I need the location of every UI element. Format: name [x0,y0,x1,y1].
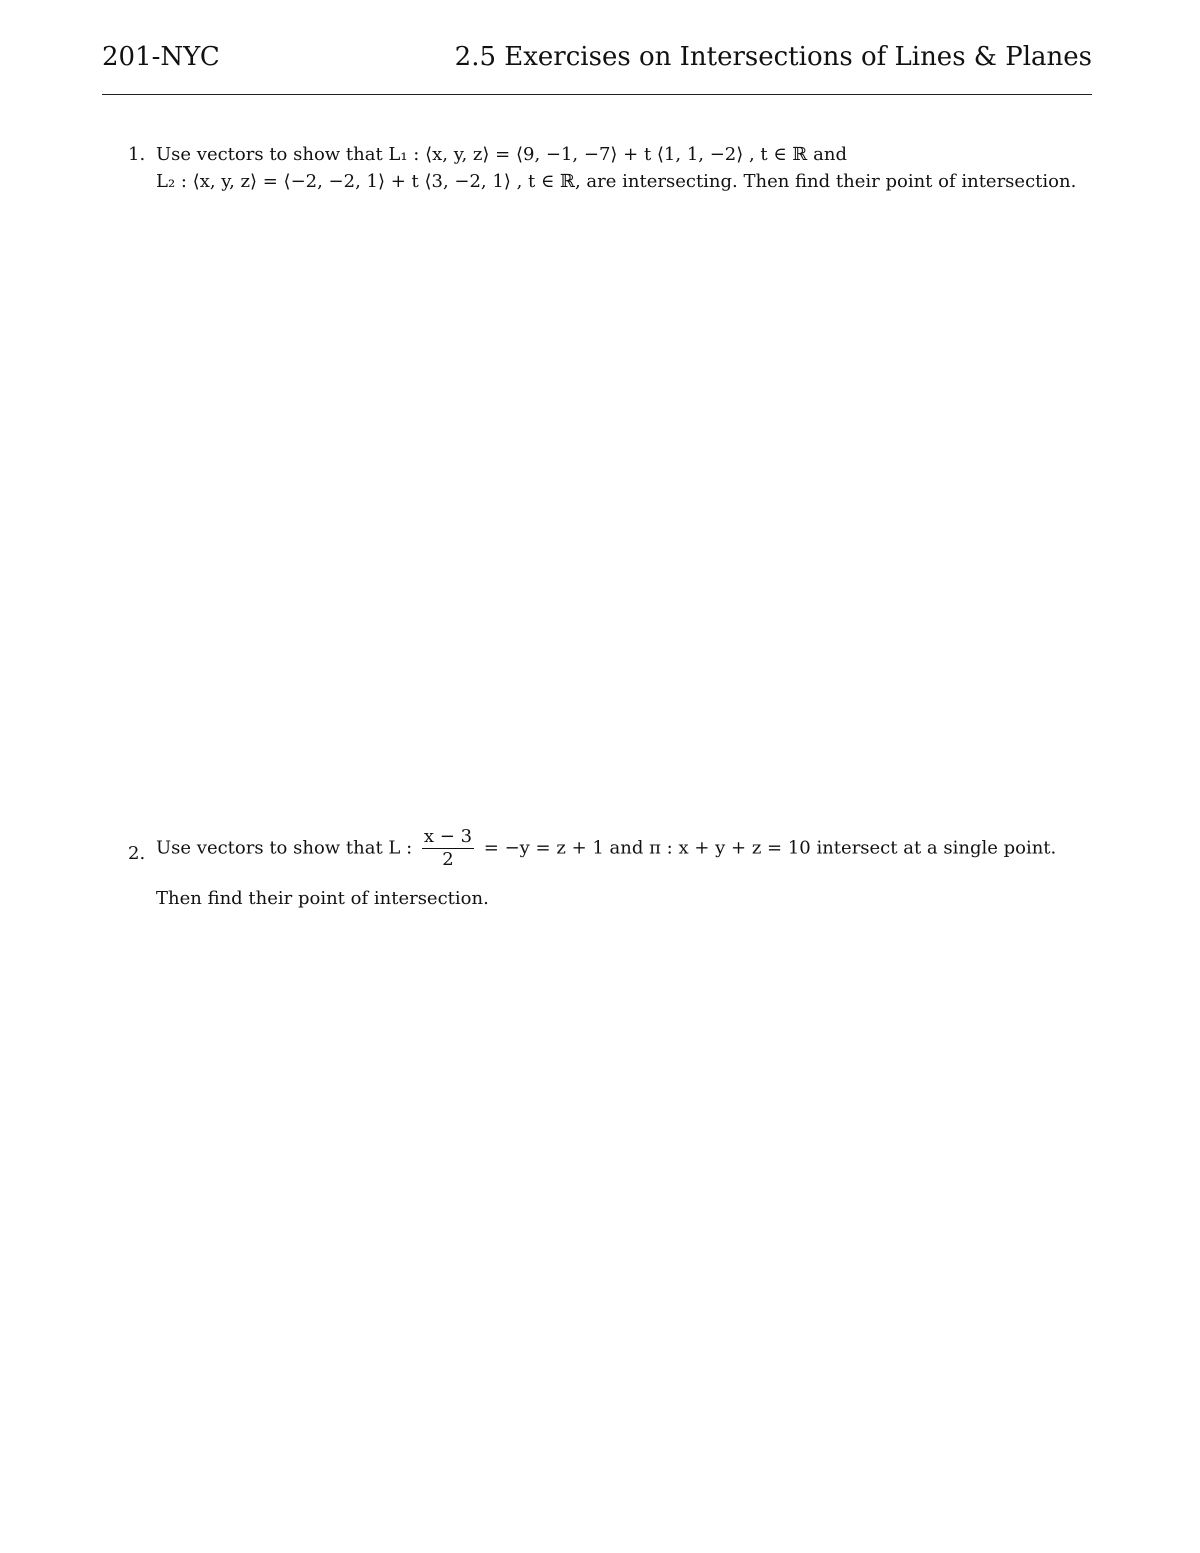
fraction-denominator: 2 [442,849,454,870]
problem-text-suffix: = −y = z + 1 and π : x + y + z = 10 intersect at a single point. [483,837,1057,859]
problem-2 [128,826,1092,912]
page-header [102,42,1092,78]
page-title: 2.5 Exercises on Intersections of Lines & Planes [454,42,1092,72]
problem-text-line: Use vectors to show that L₁ : ⟨x, y, z⟩ = ⟨9, −1, −7⟩ + t ⟨1, 1, −2⟩ , t ∈ ℝ and [156,144,847,165]
problem-1 [128,141,1092,195]
problem-number: 2. [128,843,146,864]
problem-text-line: L₂ : ⟨x, y, z⟩ = ⟨−2, −2, 1⟩ + t ⟨3, −2, 1⟩ , t ∈ ℝ, are intersecting. Then find their point of intersection. [156,171,1077,192]
problem-text-prefix: Use vectors to show that L : [156,837,413,859]
fraction [422,826,474,871]
fraction-numerator: x − 3 [423,826,473,847]
course-code: 201-NYC [102,42,220,72]
header-rule [102,94,1092,95]
problem-text-line: Then find their point of intersection. [156,888,489,909]
problem-number: 1. [128,144,146,165]
problem-text-line [156,826,1092,871]
